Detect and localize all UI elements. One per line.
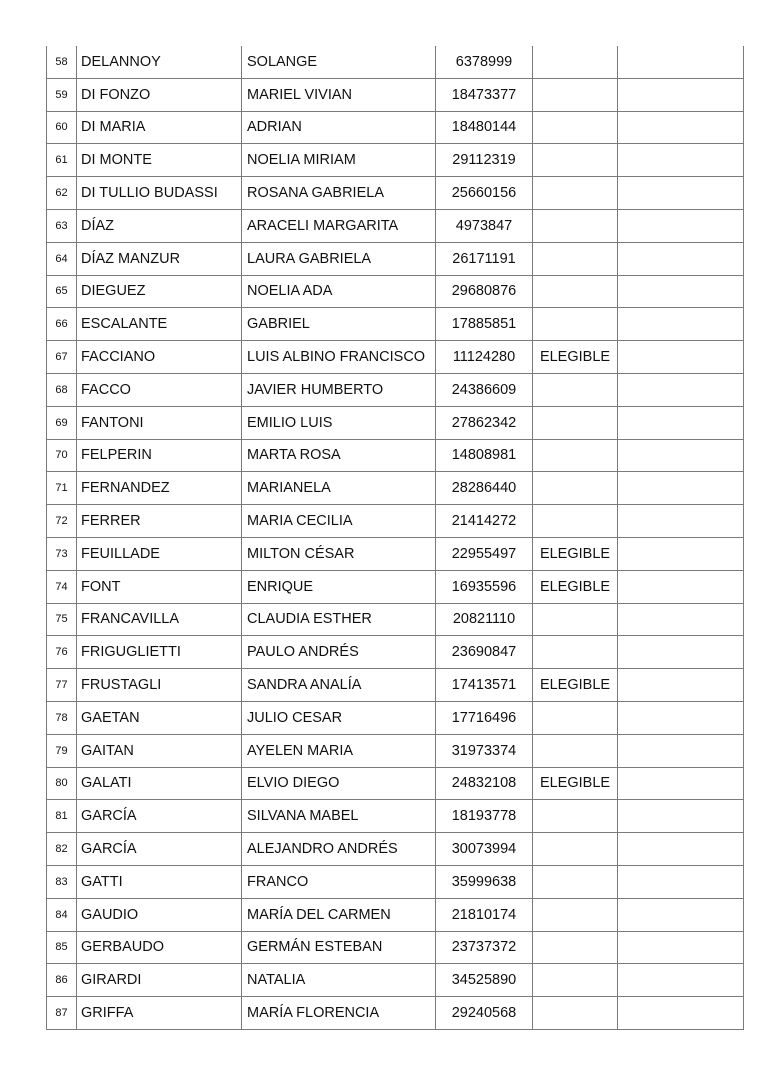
first-name-cell: CLAUDIA ESTHER (242, 603, 436, 636)
row-number: 82 (47, 833, 77, 866)
last-name-cell: GAITAN (77, 734, 242, 767)
table-row (47, 275, 744, 308)
empty-cell (618, 931, 744, 964)
table-row (47, 898, 744, 931)
first-name-cell: MARÍA DEL CARMEN (242, 898, 436, 931)
table-row (47, 111, 744, 144)
first-name-cell: ARACELI MARGARITA (242, 209, 436, 242)
first-name-cell: EMILIO LUIS (242, 406, 436, 439)
last-name-cell: DI FONZO (77, 78, 242, 111)
first-name-cell: SOLANGE (242, 46, 436, 78)
last-name-cell: DI TULLIO BUDASSI (77, 177, 242, 210)
table-row (47, 833, 744, 866)
id-number-cell: 25660156 (436, 177, 533, 210)
last-name-cell: DIEGUEZ (77, 275, 242, 308)
table-row (47, 570, 744, 603)
table-row (47, 144, 744, 177)
row-number: 65 (47, 275, 77, 308)
row-number: 78 (47, 701, 77, 734)
first-name-cell: MILTON CÉSAR (242, 537, 436, 570)
empty-cell (618, 144, 744, 177)
empty-cell (618, 701, 744, 734)
first-name-cell: FRANCO (242, 865, 436, 898)
empty-cell (618, 209, 744, 242)
empty-cell (618, 242, 744, 275)
first-name-cell: NOELIA ADA (242, 275, 436, 308)
row-number: 71 (47, 472, 77, 505)
last-name-cell: ESCALANTE (77, 308, 242, 341)
last-name-cell: GARCÍA (77, 833, 242, 866)
last-name-cell: DÍAZ (77, 209, 242, 242)
status-cell (533, 636, 618, 669)
status-cell (533, 505, 618, 538)
last-name-cell: FRUSTAGLI (77, 669, 242, 702)
last-name-cell: GIRARDI (77, 964, 242, 997)
candidate-table-body (47, 46, 744, 1029)
last-name-cell: FERNANDEZ (77, 472, 242, 505)
status-cell (533, 833, 618, 866)
status-cell: ELEGIBLE (533, 341, 618, 374)
last-name-cell: GATTI (77, 865, 242, 898)
id-number-cell: 17413571 (436, 669, 533, 702)
row-number: 76 (47, 636, 77, 669)
first-name-cell: ADRIAN (242, 111, 436, 144)
first-name-cell: SANDRA ANALÍA (242, 669, 436, 702)
empty-cell (618, 603, 744, 636)
empty-cell (618, 308, 744, 341)
row-number: 70 (47, 439, 77, 472)
id-number-cell: 24832108 (436, 767, 533, 800)
first-name-cell: MARIA CECILIA (242, 505, 436, 538)
status-cell (533, 406, 618, 439)
empty-cell (618, 997, 744, 1030)
last-name-cell: GARCÍA (77, 800, 242, 833)
empty-cell (618, 898, 744, 931)
last-name-cell: DI MONTE (77, 144, 242, 177)
row-number: 77 (47, 669, 77, 702)
status-cell (533, 898, 618, 931)
id-number-cell: 18480144 (436, 111, 533, 144)
first-name-cell: MARIEL VIVIAN (242, 78, 436, 111)
row-number: 75 (47, 603, 77, 636)
table-row (47, 997, 744, 1030)
status-cell (533, 275, 618, 308)
empty-cell (618, 275, 744, 308)
id-number-cell: 26171191 (436, 242, 533, 275)
id-number-cell: 34525890 (436, 964, 533, 997)
empty-cell (618, 570, 744, 603)
empty-cell (618, 439, 744, 472)
empty-cell (618, 964, 744, 997)
empty-cell (618, 669, 744, 702)
id-number-cell: 30073994 (436, 833, 533, 866)
id-number-cell: 4973847 (436, 209, 533, 242)
last-name-cell: DÍAZ MANZUR (77, 242, 242, 275)
empty-cell (618, 406, 744, 439)
last-name-cell: GAETAN (77, 701, 242, 734)
table-row (47, 209, 744, 242)
table-row (47, 734, 744, 767)
status-cell (533, 931, 618, 964)
table-row (47, 865, 744, 898)
row-number: 64 (47, 242, 77, 275)
first-name-cell: ALEJANDRO ANDRÉS (242, 833, 436, 866)
table-row (47, 931, 744, 964)
status-cell (533, 472, 618, 505)
status-cell (533, 865, 618, 898)
first-name-cell: AYELEN MARIA (242, 734, 436, 767)
first-name-cell: ENRIQUE (242, 570, 436, 603)
last-name-cell: GERBAUDO (77, 931, 242, 964)
first-name-cell: JAVIER HUMBERTO (242, 373, 436, 406)
status-cell (533, 997, 618, 1030)
status-cell (533, 439, 618, 472)
id-number-cell: 35999638 (436, 865, 533, 898)
status-cell (533, 111, 618, 144)
last-name-cell: DELANNOY (77, 46, 242, 78)
empty-cell (618, 636, 744, 669)
status-cell (533, 78, 618, 111)
table-row (47, 308, 744, 341)
row-number: 68 (47, 373, 77, 406)
row-number: 62 (47, 177, 77, 210)
table-row (47, 177, 744, 210)
last-name-cell: FACCIANO (77, 341, 242, 374)
first-name-cell: LAURA GABRIELA (242, 242, 436, 275)
id-number-cell: 29680876 (436, 275, 533, 308)
empty-cell (618, 833, 744, 866)
status-cell (533, 964, 618, 997)
status-cell (533, 46, 618, 78)
table-row (47, 964, 744, 997)
table-row (47, 669, 744, 702)
table-row (47, 472, 744, 505)
id-number-cell: 29112319 (436, 144, 533, 177)
empty-cell (618, 341, 744, 374)
first-name-cell: ELVIO DIEGO (242, 767, 436, 800)
id-number-cell: 18193778 (436, 800, 533, 833)
id-number-cell: 31973374 (436, 734, 533, 767)
table-row (47, 537, 744, 570)
empty-cell (618, 767, 744, 800)
first-name-cell: LUIS ALBINO FRANCISCO (242, 341, 436, 374)
row-number: 61 (47, 144, 77, 177)
id-number-cell: 20821110 (436, 603, 533, 636)
empty-cell (618, 111, 744, 144)
last-name-cell: GAUDIO (77, 898, 242, 931)
table-row (47, 505, 744, 538)
table-row (47, 373, 744, 406)
first-name-cell: MARIANELA (242, 472, 436, 505)
first-name-cell: JULIO CESAR (242, 701, 436, 734)
id-number-cell: 17716496 (436, 701, 533, 734)
first-name-cell: SILVANA MABEL (242, 800, 436, 833)
status-cell (533, 603, 618, 636)
id-number-cell: 6378999 (436, 46, 533, 78)
id-number-cell: 28286440 (436, 472, 533, 505)
row-number: 79 (47, 734, 77, 767)
status-cell (533, 209, 618, 242)
status-cell (533, 242, 618, 275)
first-name-cell: MARTA ROSA (242, 439, 436, 472)
empty-cell (618, 734, 744, 767)
status-cell (533, 734, 618, 767)
last-name-cell: FRIGUGLIETTI (77, 636, 242, 669)
table-row (47, 800, 744, 833)
table-row (47, 636, 744, 669)
candidate-table (46, 46, 744, 1030)
table-row (47, 701, 744, 734)
empty-cell (618, 46, 744, 78)
table-row (47, 439, 744, 472)
first-name-cell: MARÍA FLORENCIA (242, 997, 436, 1030)
table-row (47, 242, 744, 275)
table-row (47, 341, 744, 374)
empty-cell (618, 865, 744, 898)
status-cell: ELEGIBLE (533, 767, 618, 800)
status-cell (533, 373, 618, 406)
id-number-cell: 18473377 (436, 78, 533, 111)
last-name-cell: GALATI (77, 767, 242, 800)
id-number-cell: 22955497 (436, 537, 533, 570)
first-name-cell: GABRIEL (242, 308, 436, 341)
status-cell: ELEGIBLE (533, 570, 618, 603)
status-cell (533, 144, 618, 177)
status-cell: ELEGIBLE (533, 537, 618, 570)
status-cell (533, 308, 618, 341)
first-name-cell: NOELIA MIRIAM (242, 144, 436, 177)
last-name-cell: FANTONI (77, 406, 242, 439)
row-number: 80 (47, 767, 77, 800)
last-name-cell: FEUILLADE (77, 537, 242, 570)
last-name-cell: GRIFFA (77, 997, 242, 1030)
id-number-cell: 21414272 (436, 505, 533, 538)
row-number: 69 (47, 406, 77, 439)
status-cell (533, 701, 618, 734)
last-name-cell: FRANCAVILLA (77, 603, 242, 636)
table-row (47, 46, 744, 78)
last-name-cell: FONT (77, 570, 242, 603)
row-number: 84 (47, 898, 77, 931)
row-number: 81 (47, 800, 77, 833)
status-cell (533, 800, 618, 833)
row-number: 74 (47, 570, 77, 603)
row-number: 83 (47, 865, 77, 898)
row-number: 63 (47, 209, 77, 242)
status-cell (533, 177, 618, 210)
first-name-cell: ROSANA GABRIELA (242, 177, 436, 210)
empty-cell (618, 472, 744, 505)
row-number: 73 (47, 537, 77, 570)
id-number-cell: 23737372 (436, 931, 533, 964)
id-number-cell: 29240568 (436, 997, 533, 1030)
table-row (47, 78, 744, 111)
row-number: 67 (47, 341, 77, 374)
row-number: 85 (47, 931, 77, 964)
empty-cell (618, 373, 744, 406)
empty-cell (618, 800, 744, 833)
status-cell: ELEGIBLE (533, 669, 618, 702)
row-number: 59 (47, 78, 77, 111)
empty-cell (618, 78, 744, 111)
row-number: 86 (47, 964, 77, 997)
first-name-cell: GERMÁN ESTEBAN (242, 931, 436, 964)
table-row (47, 603, 744, 636)
id-number-cell: 11124280 (436, 341, 533, 374)
id-number-cell: 23690847 (436, 636, 533, 669)
empty-cell (618, 177, 744, 210)
empty-cell (618, 537, 744, 570)
id-number-cell: 21810174 (436, 898, 533, 931)
row-number: 58 (47, 46, 77, 78)
empty-cell (618, 505, 744, 538)
id-number-cell: 17885851 (436, 308, 533, 341)
last-name-cell: FERRER (77, 505, 242, 538)
id-number-cell: 14808981 (436, 439, 533, 472)
row-number: 72 (47, 505, 77, 538)
table-row (47, 767, 744, 800)
id-number-cell: 16935596 (436, 570, 533, 603)
first-name-cell: PAULO ANDRÉS (242, 636, 436, 669)
row-number: 60 (47, 111, 77, 144)
row-number: 87 (47, 997, 77, 1030)
id-number-cell: 24386609 (436, 373, 533, 406)
first-name-cell: NATALIA (242, 964, 436, 997)
id-number-cell: 27862342 (436, 406, 533, 439)
last-name-cell: FACCO (77, 373, 242, 406)
row-number: 66 (47, 308, 77, 341)
last-name-cell: FELPERIN (77, 439, 242, 472)
table-row (47, 406, 744, 439)
last-name-cell: DI MARIA (77, 111, 242, 144)
